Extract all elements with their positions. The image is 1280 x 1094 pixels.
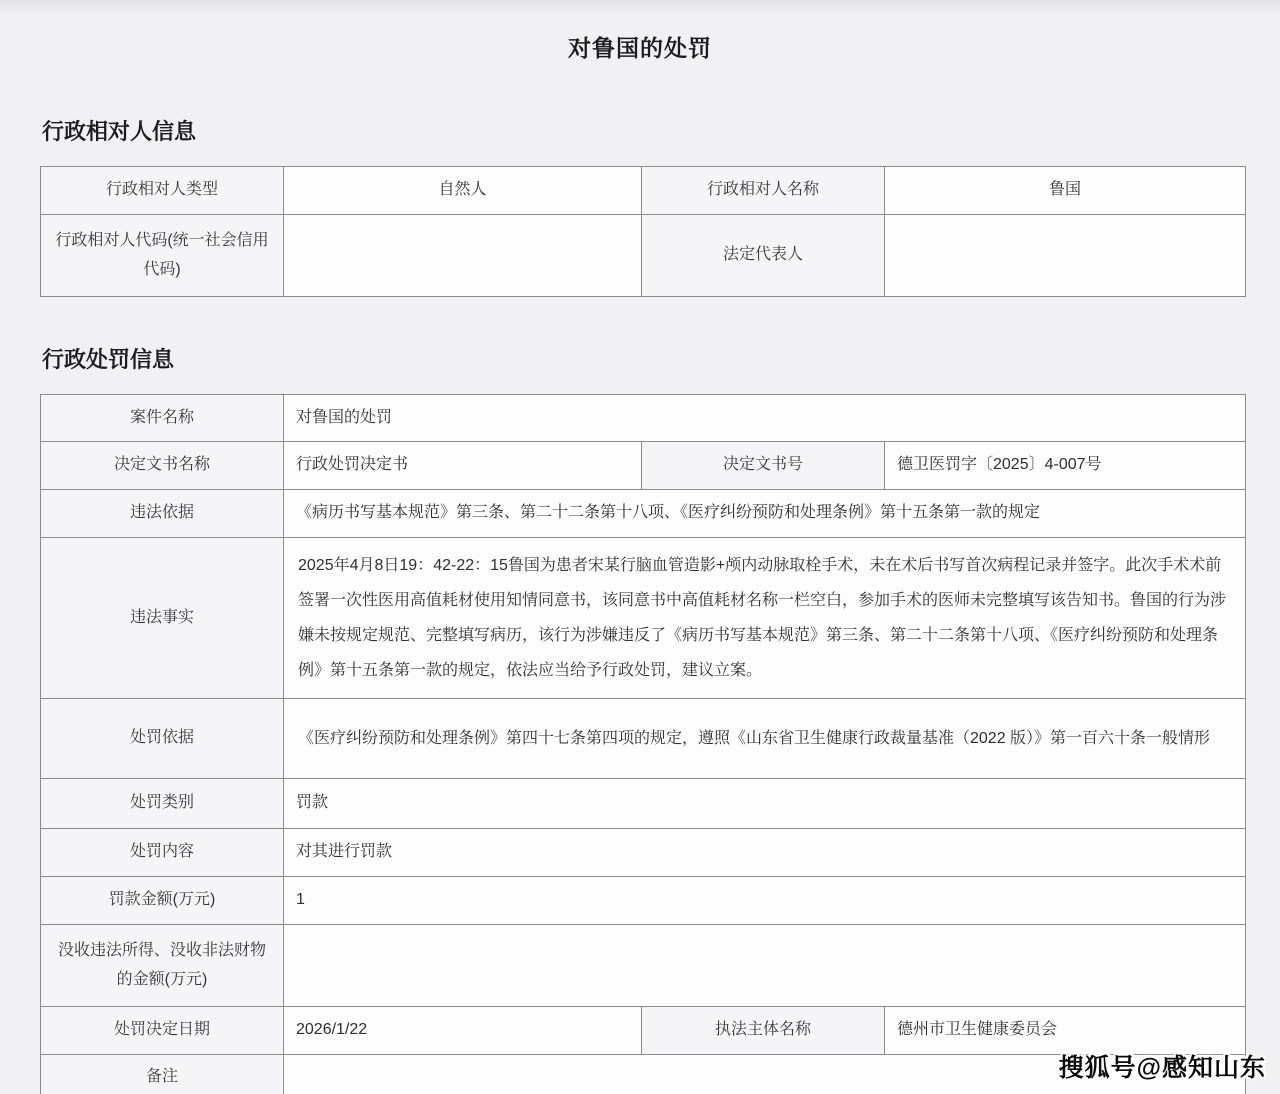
- field-label-party-code: 行政相对人代码(统一社会信用代码): [41, 215, 284, 297]
- field-value-legal-rep: [885, 215, 1246, 297]
- table-row-penalty-content: [41, 829, 1246, 877]
- field-label-penalty-content: 处罚内容: [41, 829, 284, 877]
- field-value-party-code: [284, 215, 642, 297]
- field-label-violation-basis: 违法依据: [41, 490, 284, 538]
- field-label-violation-facts: 违法事实: [41, 538, 284, 699]
- field-value-enforcement-agency: 德州市卫生健康委员会: [885, 1007, 1246, 1055]
- field-label-fine-amount: 罚款金额(万元): [41, 877, 284, 925]
- table-row-party-code-rep: [41, 215, 1246, 297]
- field-label-confiscation: 没收违法所得、没收非法财物的金额(万元): [41, 925, 284, 1007]
- field-label-remark: 备注: [41, 1055, 284, 1094]
- field-value-violation-basis: 《病历书写基本规范》第三条、第二十二条第十八项、《医疗纠纷预防和处理条例》第十五条第一款的规定: [284, 490, 1246, 538]
- table-row-confiscation: [41, 925, 1246, 1007]
- field-value-case-name: 对鲁国的处罚: [284, 395, 1246, 442]
- table-row-penalty-type: [41, 779, 1246, 829]
- field-value-violation-facts: 2025年4月8日19：42-22：15鲁国为患者宋某行脑血管造影+颅内动脉取栓手术，未在术后书写首次病程记录并签字。此次手术术前签署一次性医用高值耗材使用知情同意书，该同意书中高值耗材名称一栏空白，参加手术的医师未完整填写该告知书。鲁国的行为涉嫌未按规定规范、完整填写病历，该行为涉嫌违反了《病历书写基本规范》第三条、第二十二条第十八项、《医疗纠纷预防和处理条例》第十五条第一款的规定，依法应当给予行政处罚，建议立案。: [284, 538, 1246, 699]
- field-label-decision-date: 处罚决定日期: [41, 1007, 284, 1055]
- field-label-doc-number: 决定文书号: [642, 442, 885, 490]
- sohu-watermark: 搜狐号@感知山东: [1058, 1054, 1266, 1082]
- table-row-doc: [41, 442, 1246, 490]
- table-row-party-type-name: [41, 167, 1246, 215]
- field-label-party-type: 行政相对人类型: [41, 167, 284, 215]
- field-label-legal-rep: 法定代表人: [642, 215, 885, 297]
- table-row-violation-basis: [41, 490, 1246, 538]
- field-value-penalty-basis: 《医疗纠纷预防和处理条例》第四十七条第四项的规定，遵照《山东省卫生健康行政裁量基准（2022 版）》第一百六十条一般情形: [284, 699, 1246, 779]
- field-value-doc-number: 德卫医罚字〔2025〕4-007号: [885, 442, 1246, 490]
- field-value-penalty-content: 对其进行罚款: [284, 829, 1246, 877]
- page-title: 对鲁国的处罚: [568, 35, 712, 61]
- table-row-violation-facts: [41, 538, 1246, 699]
- table-row-penalty-basis: [41, 699, 1246, 779]
- field-label-party-name: 行政相对人名称: [642, 167, 885, 215]
- field-label-doc-name: 决定文书名称: [41, 442, 284, 490]
- field-value-party-name: 鲁国: [885, 167, 1246, 215]
- party-info-table: [40, 166, 1246, 297]
- field-value-confiscation: [284, 925, 1246, 1007]
- field-value-party-type: 自然人: [284, 167, 642, 215]
- field-label-penalty-type: 处罚类别: [41, 779, 284, 829]
- field-value-doc-name: 行政处罚决定书: [284, 442, 642, 490]
- table-row-fine-amount: [41, 877, 1246, 925]
- field-label-case-name: 案件名称: [41, 395, 284, 442]
- field-value-decision-date: 2026/1/22: [284, 1007, 642, 1055]
- penalty-info-table: [40, 394, 1246, 1094]
- field-label-enforcement-agency: 执法主体名称: [642, 1007, 885, 1055]
- field-label-penalty-basis: 处罚依据: [41, 699, 284, 779]
- field-value-fine-amount: 1: [284, 877, 1246, 925]
- field-value-penalty-type: 罚款: [284, 779, 1246, 829]
- table-row-case-name: [41, 395, 1246, 442]
- section-heading-penalty-info: 行政处罚信息: [42, 347, 175, 372]
- section-heading-party-info: 行政相对人信息: [42, 119, 197, 144]
